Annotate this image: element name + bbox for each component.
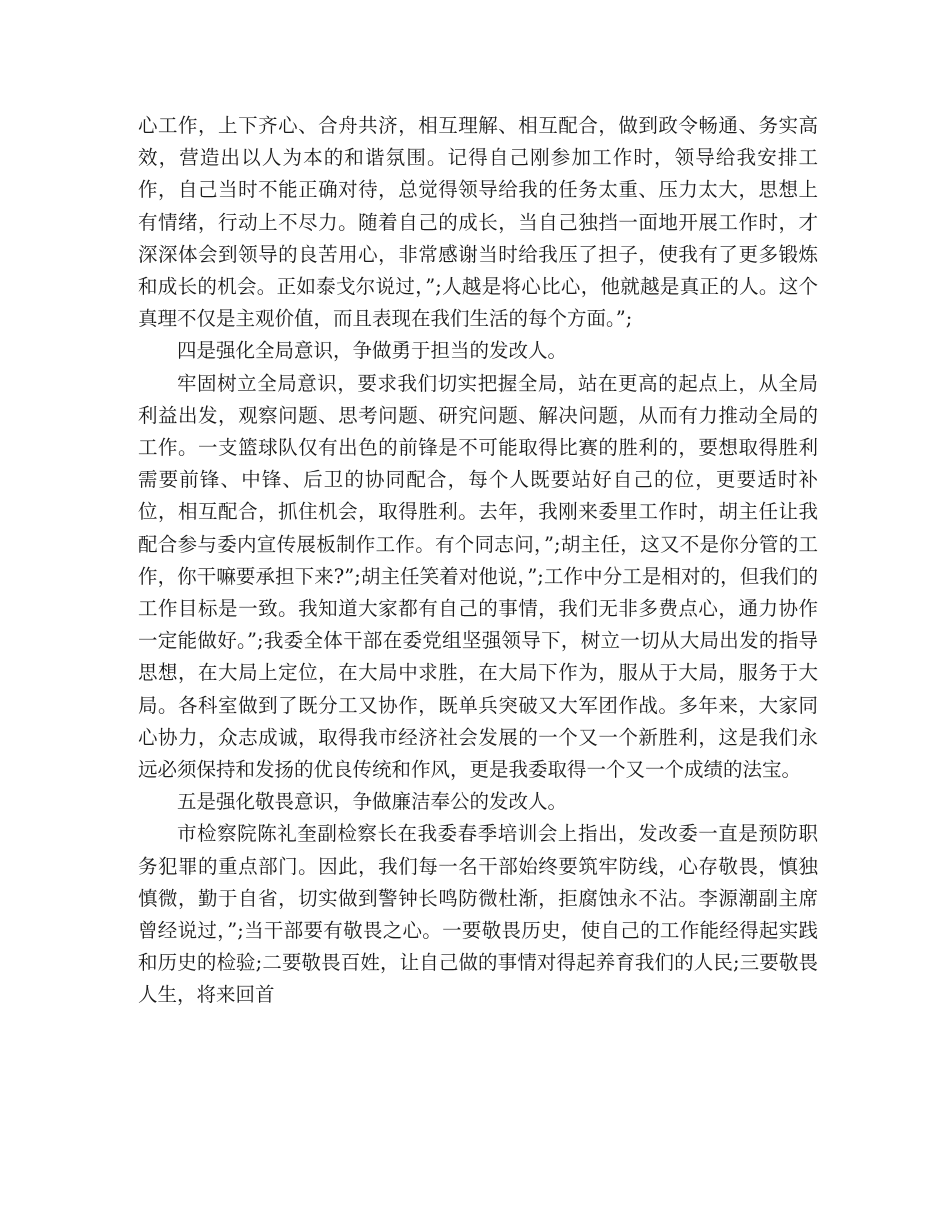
paragraph-5: 市检察院陈礼奎副检察长在我委春季培训会上指出，发改委一直是预防职务犯罪的重点部门。因此，我们每一名干部始终要筑牢防线，心存敬畏，慎独慎微，勤于自省，切实做到警钟长鸣防微杜渐，拒腐蚀永不沾。李源潮副主席曾经说过，”;当干部要有敬畏之心。一要敬畏历史，使自己的工作能经得起实践和历史的检验;二要敬畏百姓，让自己做的事情对得起养育我们的人民;三要敬畏人生，将来回首 [138,822,818,1007]
section-heading-5: 五是强化敬畏意识，争做廉洁奉公的发改人。 [177,790,568,814]
section-heading-4: 四是强化全局意识，争做勇于担当的发改人。 [177,339,568,363]
paragraph-1: 心工作，上下齐心、合舟共济，相互理解、相互配合，做到政令畅通、务实高效，营造出以人为本的和谐氛围。记得自己刚参加工作时，领导给我安排工作，自己当时不能正确对待，总觉得领导给我的任务太重、压力太大，思想上有情绪，行动上不尽力。随着自己的成长，当自己独挡一面地开展工作时，才深深体会到领导的良苦用心，非常感谢当时给我压了担子，使我有了更多锻炼和成长的机会。正如泰戈尔说过，”;人越是将心比心，他就越是真正的人。这个真理不仅是主观价值，而且表现在我们生活的每个方面。”; [138,114,818,331]
document-page [138,110,818,1012]
paragraph-3: 牢固树立全局意识，要求我们切实把握全局，站在更高的起点上，从全局利益出发，观察问题、思考问题、研究问题、解决问题，从而有力推动全局的工作。一支篮球队仅有出色的前锋是不可能取得比赛的胜利的，要想取得胜利需要前锋、中锋、后卫的协同配合，每个人既要站好自己的位，更要适时补位，相互配合，抓住机会，取得胜利。去年，我刚来委里工作时，胡主任让我配合参与委内宣传展板制作工作。有个同志问，”;胡主任，这又不是你分管的工作，你干嘛要承担下来?”;胡主任笑着对他说，”;工作中分工是相对的，但我们的工作目标是一致。我知道大家都有自己的事情，我们无非多费点心，通力协作一定能做好。”;我委全体干部在委党组坚强领导下，树立一切从大局出发的指导思想，在大局上定位，在大局中求胜，在大局下作为，服从于大局，服务于大局。各科室做到了既分工又协作，既单兵突破又大军团作战。多年来，大家同心协力，众志成诚，取得我市经济社会发展的一个又一个新胜利，这是我们永远必须保持和发扬的优良传统和作风，更是我委取得一个又一个成绩的法宝。 [138,371,818,782]
